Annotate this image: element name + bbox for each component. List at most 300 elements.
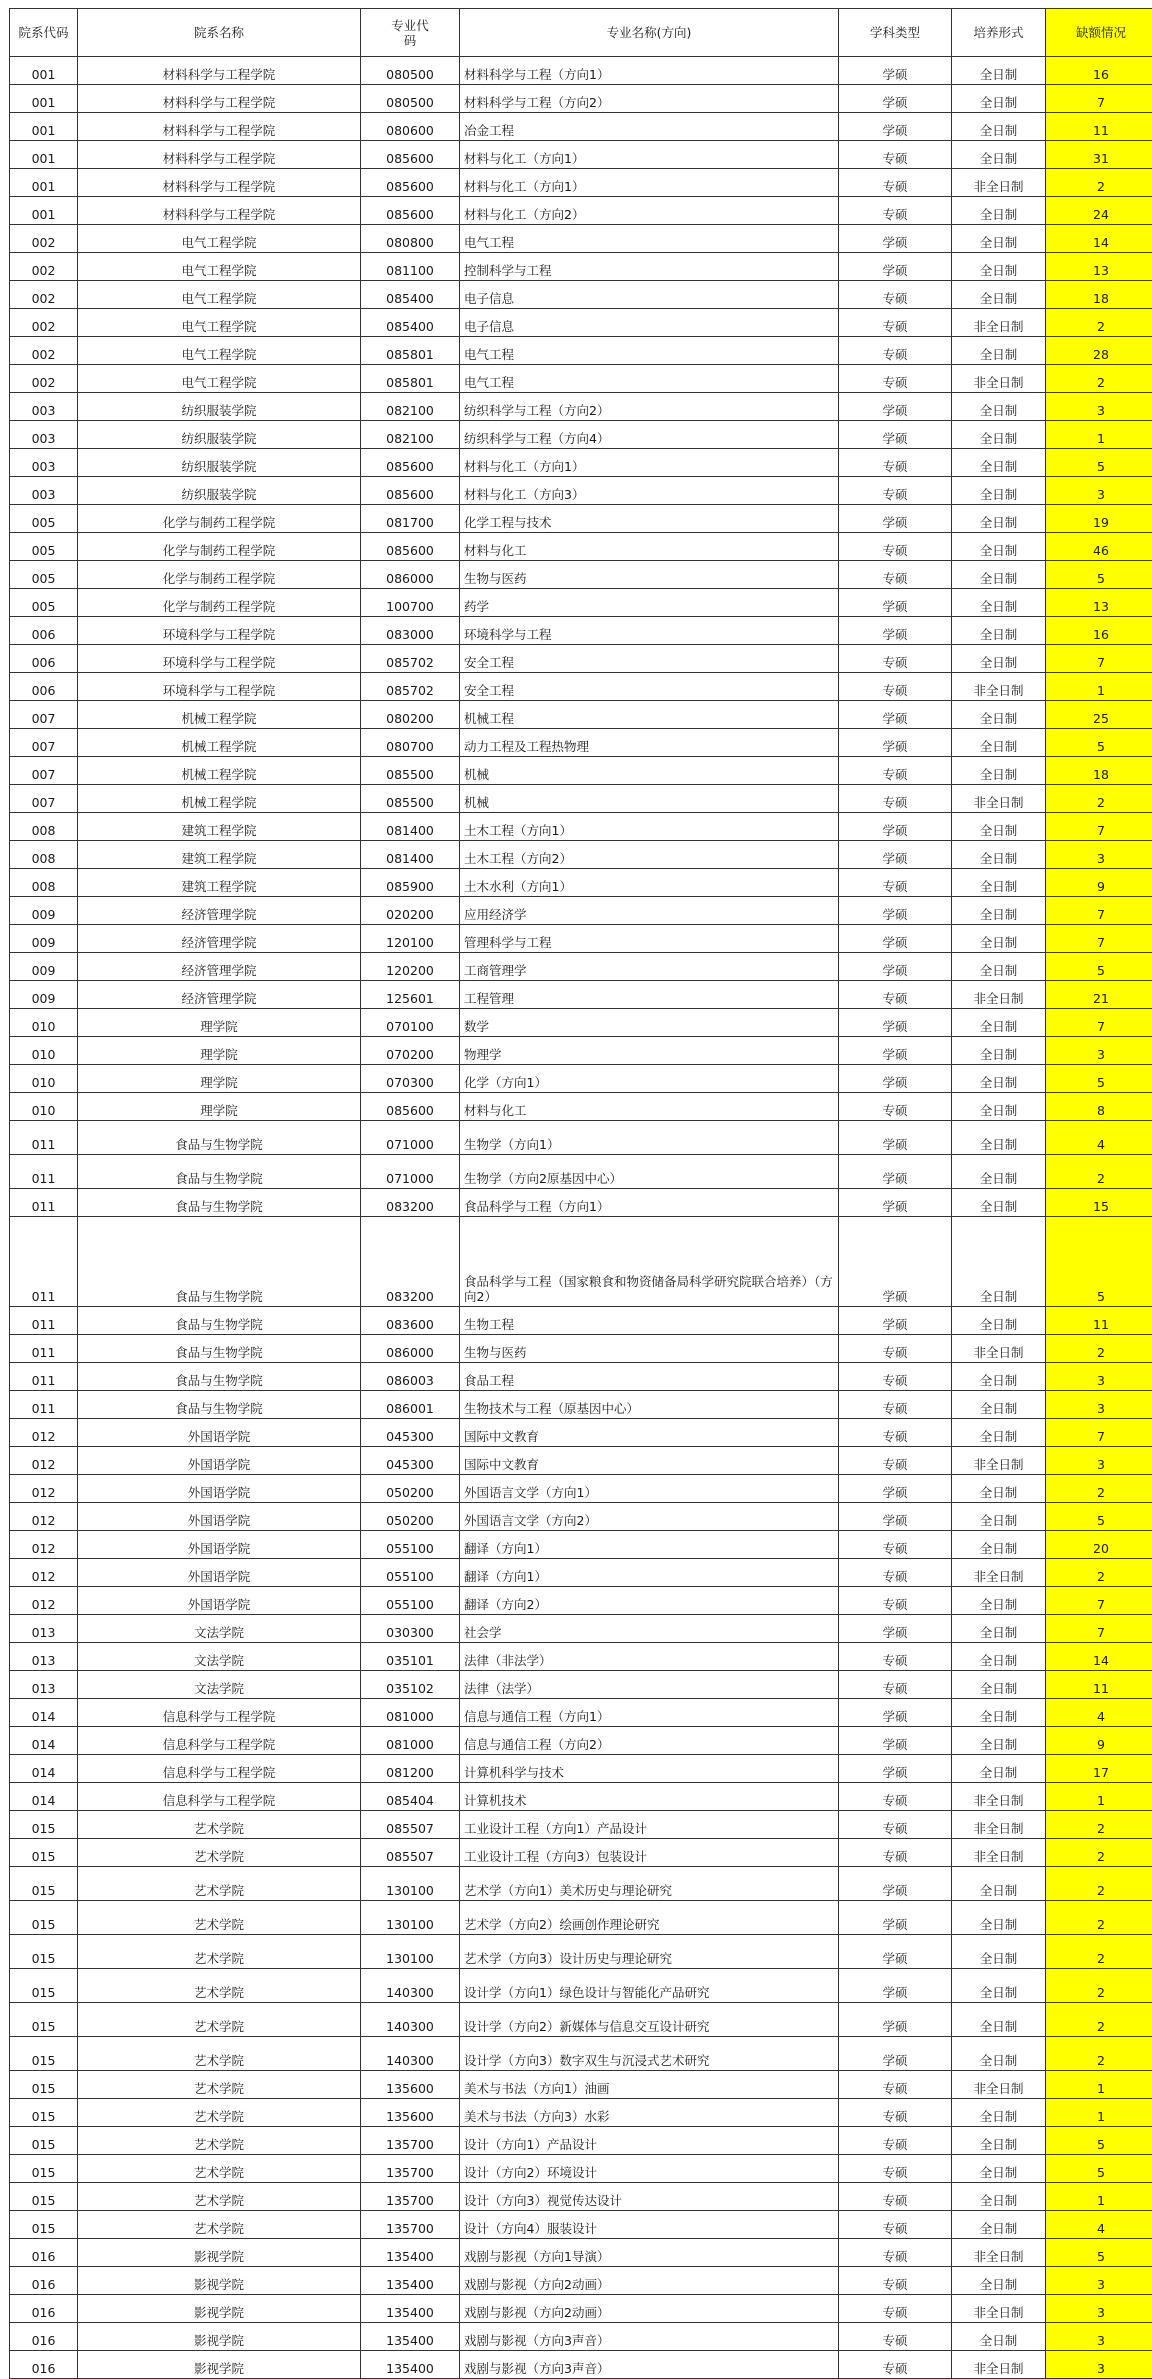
discipline-type-cell: 专硕 — [839, 281, 952, 309]
dept-name-cell: 经济管理学院 — [78, 925, 361, 953]
study-mode-cell: 非全日制 — [952, 2239, 1046, 2267]
shortfall-cell: 5 — [1046, 2127, 1152, 2155]
shortfall-cell: 5 — [1046, 449, 1152, 477]
major-code-cell: 083200 — [361, 1189, 460, 1217]
dept-name-cell: 材料科学与工程学院 — [78, 85, 361, 113]
table-row — [10, 673, 1152, 701]
study-mode-cell: 非全日制 — [952, 365, 1046, 393]
major-code-cell: 135700 — [361, 2211, 460, 2239]
shortfall-cell: 3 — [1046, 2351, 1152, 2379]
discipline-type-cell: 学硕 — [839, 225, 952, 253]
discipline-type-cell: 专硕 — [839, 785, 952, 813]
major-name-cell: 翻译（方向1） — [460, 1531, 839, 1559]
dept-code-cell: 013 — [10, 1615, 78, 1643]
study-mode-cell: 全日制 — [952, 1935, 1046, 1969]
table-row — [10, 1867, 1152, 1901]
major-code-cell: 085900 — [361, 869, 460, 897]
discipline-type-cell: 学硕 — [839, 2037, 952, 2071]
major-code-cell: 035102 — [361, 1671, 460, 1699]
major-name-cell: 翻译（方向1） — [460, 1559, 839, 1587]
shortfall-cell: 11 — [1046, 1307, 1152, 1335]
table-row — [10, 281, 1152, 309]
major-name-cell: 工业设计工程（方向3）包装设计 — [460, 1839, 839, 1867]
dept-name-cell: 经济管理学院 — [78, 953, 361, 981]
major-name-cell: 生物学（方向1） — [460, 1121, 839, 1155]
dept-name-cell: 食品与生物学院 — [78, 1307, 361, 1335]
discipline-type-cell: 专硕 — [839, 645, 952, 673]
dept-name-cell: 外国语学院 — [78, 1531, 361, 1559]
dept-name-cell: 环境科学与工程学院 — [78, 645, 361, 673]
shortfall-cell: 7 — [1046, 1615, 1152, 1643]
table-row — [10, 1363, 1152, 1391]
shortfall-cell: 17 — [1046, 1755, 1152, 1783]
study-mode-cell: 全日制 — [952, 393, 1046, 421]
dept-name-cell: 艺术学院 — [78, 2071, 361, 2099]
study-mode-cell: 非全日制 — [952, 1447, 1046, 1475]
shortfall-cell: 4 — [1046, 2211, 1152, 2239]
major-name-cell: 材料与化工（方向1） — [460, 449, 839, 477]
study-mode-cell: 全日制 — [952, 1755, 1046, 1783]
study-mode-cell: 非全日制 — [952, 1559, 1046, 1587]
dept-code-cell: 005 — [10, 533, 78, 561]
dept-name-cell: 艺术学院 — [78, 2099, 361, 2127]
major-name-cell: 材料与化工（方向2） — [460, 197, 839, 225]
table-row — [10, 2037, 1152, 2071]
major-name-cell: 设计（方向1）产品设计 — [460, 2127, 839, 2155]
major-name-cell: 戏剧与影视（方向2动画） — [460, 2267, 839, 2295]
discipline-type-cell: 学硕 — [839, 1901, 952, 1935]
dept-code-cell: 014 — [10, 1755, 78, 1783]
discipline-type-cell: 学硕 — [839, 1867, 952, 1901]
dept-code-cell: 015 — [10, 1969, 78, 2003]
major-name-cell: 计算机技术 — [460, 1783, 839, 1811]
dept-code-cell: 012 — [10, 1503, 78, 1531]
shortfall-cell: 13 — [1046, 253, 1152, 281]
table-row — [10, 533, 1152, 561]
major-name-cell: 纺织科学与工程（方向2） — [460, 393, 839, 421]
dept-code-cell: 016 — [10, 2239, 78, 2267]
major-name-cell: 材料与化工（方向3） — [460, 477, 839, 505]
dept-name-cell: 食品与生物学院 — [78, 1363, 361, 1391]
discipline-type-cell: 学硕 — [839, 1065, 952, 1093]
dept-code-cell: 001 — [10, 85, 78, 113]
table-row — [10, 1391, 1152, 1419]
table-row — [10, 1531, 1152, 1559]
table-row — [10, 1189, 1152, 1217]
dept-name-cell: 艺术学院 — [78, 2155, 361, 2183]
shortfall-cell: 2 — [1046, 1839, 1152, 1867]
major-name-cell: 艺术学（方向1）美术历史与理论研究 — [460, 1867, 839, 1901]
discipline-type-cell: 学硕 — [839, 1009, 952, 1037]
shortfall-cell: 2 — [1046, 365, 1152, 393]
discipline-type-cell: 专硕 — [839, 1419, 952, 1447]
study-mode-cell: 非全日制 — [952, 1839, 1046, 1867]
major-code-cell: 135700 — [361, 2155, 460, 2183]
table-row — [10, 1037, 1152, 1065]
dept-code-cell: 001 — [10, 197, 78, 225]
major-name-cell: 机械工程 — [460, 701, 839, 729]
dept-code-cell: 001 — [10, 113, 78, 141]
discipline-type-cell: 专硕 — [839, 2239, 952, 2267]
table-row — [10, 1727, 1152, 1755]
dept-name-cell: 电气工程学院 — [78, 309, 361, 337]
dept-code-cell: 010 — [10, 1009, 78, 1037]
major-name-cell: 信息与通信工程（方向2） — [460, 1727, 839, 1755]
shortfall-cell: 2 — [1046, 309, 1152, 337]
dept-name-cell: 艺术学院 — [78, 1935, 361, 1969]
dept-code-cell: 016 — [10, 2267, 78, 2295]
table-row — [10, 1615, 1152, 1643]
major-name-cell: 法律（法学） — [460, 1671, 839, 1699]
major-code-cell: 080700 — [361, 729, 460, 757]
major-name-cell: 生物学（方向2原基因中心） — [460, 1155, 839, 1189]
major-name-cell: 翻译（方向2） — [460, 1587, 839, 1615]
table-row — [10, 477, 1152, 505]
dept-name-cell: 材料科学与工程学院 — [78, 197, 361, 225]
major-name-cell: 社会学 — [460, 1615, 839, 1643]
major-code-cell: 071000 — [361, 1121, 460, 1155]
dept-code-cell: 006 — [10, 617, 78, 645]
dept-name-cell: 理学院 — [78, 1093, 361, 1121]
major-name-cell: 艺术学（方向3）设计历史与理论研究 — [460, 1935, 839, 1969]
major-code-cell: 140300 — [361, 2037, 460, 2071]
shortfall-cell: 15 — [1046, 1189, 1152, 1217]
dept-code-cell: 006 — [10, 645, 78, 673]
major-name-cell: 食品科学与工程（方向1） — [460, 1189, 839, 1217]
shortfall-cell: 7 — [1046, 85, 1152, 113]
shortfall-cell: 3 — [1046, 2323, 1152, 2351]
dept-name-cell: 艺术学院 — [78, 1901, 361, 1935]
major-code-cell: 055100 — [361, 1587, 460, 1615]
dept-code-cell: 002 — [10, 281, 78, 309]
major-code-cell: 085500 — [361, 785, 460, 813]
header-major-name: 专业名称(方向) — [460, 9, 839, 57]
major-name-cell: 管理科学与工程 — [460, 925, 839, 953]
dept-name-cell: 食品与生物学院 — [78, 1155, 361, 1189]
study-mode-cell: 非全日制 — [952, 2295, 1046, 2323]
major-code-cell: 085600 — [361, 477, 460, 505]
discipline-type-cell: 学硕 — [839, 85, 952, 113]
dept-name-cell: 电气工程学院 — [78, 225, 361, 253]
major-code-cell: 100700 — [361, 589, 460, 617]
dept-code-cell: 012 — [10, 1419, 78, 1447]
discipline-type-cell: 专硕 — [839, 869, 952, 897]
table-row — [10, 197, 1152, 225]
major-code-cell: 086000 — [361, 561, 460, 589]
major-name-cell: 工商管理学 — [460, 953, 839, 981]
discipline-type-cell: 学硕 — [839, 841, 952, 869]
major-name-cell: 生物与医药 — [460, 1335, 839, 1363]
dept-name-cell: 艺术学院 — [78, 2003, 361, 2037]
dept-name-cell: 艺术学院 — [78, 2037, 361, 2071]
dept-code-cell: 006 — [10, 673, 78, 701]
dept-code-cell: 007 — [10, 785, 78, 813]
table-row — [10, 2099, 1152, 2127]
dept-code-cell: 007 — [10, 729, 78, 757]
dept-code-cell: 015 — [10, 2155, 78, 2183]
major-name-cell: 法律（非法学） — [460, 1643, 839, 1671]
dept-name-cell: 建筑工程学院 — [78, 841, 361, 869]
study-mode-cell: 全日制 — [952, 141, 1046, 169]
table-row — [10, 365, 1152, 393]
major-name-cell: 食品科学与工程（国家粮食和物资储备局科学研究院联合培养）（方向2） — [460, 1217, 839, 1307]
major-code-cell: 085404 — [361, 1783, 460, 1811]
major-name-cell: 安全工程 — [460, 645, 839, 673]
study-mode-cell: 全日制 — [952, 645, 1046, 673]
dept-code-cell: 015 — [10, 1867, 78, 1901]
dept-name-cell: 材料科学与工程学院 — [78, 141, 361, 169]
table-row — [10, 1755, 1152, 1783]
dept-name-cell: 化学与制药工程学院 — [78, 561, 361, 589]
dept-name-cell: 纺织服装学院 — [78, 449, 361, 477]
study-mode-cell: 全日制 — [952, 57, 1046, 85]
study-mode-cell: 全日制 — [952, 449, 1046, 477]
major-name-cell: 材料科学与工程（方向1） — [460, 57, 839, 85]
major-code-cell: 081200 — [361, 1755, 460, 1783]
shortfall-cell: 7 — [1046, 645, 1152, 673]
study-mode-cell: 全日制 — [952, 897, 1046, 925]
table-row — [10, 1447, 1152, 1475]
discipline-type-cell: 学硕 — [839, 253, 952, 281]
discipline-type-cell: 专硕 — [839, 2071, 952, 2099]
dept-name-cell: 材料科学与工程学院 — [78, 57, 361, 85]
study-mode-cell: 全日制 — [952, 225, 1046, 253]
dept-code-cell: 003 — [10, 477, 78, 505]
shortfall-cell: 16 — [1046, 57, 1152, 85]
major-code-cell: 085702 — [361, 645, 460, 673]
major-name-cell: 控制科学与工程 — [460, 253, 839, 281]
shortfall-cell: 7 — [1046, 1419, 1152, 1447]
study-mode-cell: 全日制 — [952, 757, 1046, 785]
major-code-cell: 082100 — [361, 421, 460, 449]
major-code-cell: 083600 — [361, 1307, 460, 1335]
header-shortfall: 缺额情况 — [1046, 9, 1152, 57]
dept-code-cell: 002 — [10, 365, 78, 393]
dept-name-cell: 外国语学院 — [78, 1419, 361, 1447]
study-mode-cell: 全日制 — [952, 953, 1046, 981]
table-row — [10, 169, 1152, 197]
shortfall-cell: 2 — [1046, 1811, 1152, 1839]
shortfall-cell: 4 — [1046, 1699, 1152, 1727]
discipline-type-cell: 学硕 — [839, 1615, 952, 1643]
study-mode-cell: 全日制 — [952, 1531, 1046, 1559]
shortfall-cell: 1 — [1046, 2183, 1152, 2211]
major-name-cell: 设计（方向2）环境设计 — [460, 2155, 839, 2183]
shortfall-cell: 2 — [1046, 1867, 1152, 1901]
dept-name-cell: 机械工程学院 — [78, 729, 361, 757]
major-code-cell: 140300 — [361, 1969, 460, 2003]
major-code-cell: 081000 — [361, 1727, 460, 1755]
dept-name-cell: 食品与生物学院 — [78, 1217, 361, 1307]
dept-code-cell: 013 — [10, 1643, 78, 1671]
discipline-type-cell: 学硕 — [839, 113, 952, 141]
shortfall-cell: 25 — [1046, 701, 1152, 729]
discipline-type-cell: 专硕 — [839, 1643, 952, 1671]
discipline-type-cell: 学硕 — [839, 393, 952, 421]
table-row — [10, 757, 1152, 785]
dept-name-cell: 经济管理学院 — [78, 897, 361, 925]
major-code-cell: 080500 — [361, 57, 460, 85]
major-code-cell: 085801 — [361, 365, 460, 393]
dept-code-cell: 002 — [10, 337, 78, 365]
shortfall-cell: 8 — [1046, 1093, 1152, 1121]
dept-name-cell: 纺织服装学院 — [78, 421, 361, 449]
major-name-cell: 设计学（方向3）数字双生与沉浸式艺术研究 — [460, 2037, 839, 2071]
discipline-type-cell: 专硕 — [839, 1839, 952, 1867]
study-mode-cell: 全日制 — [952, 337, 1046, 365]
header-major-code: 专业代码 — [361, 9, 460, 57]
shortfall-cell: 13 — [1046, 589, 1152, 617]
dept-name-cell: 信息科学与工程学院 — [78, 1699, 361, 1727]
shortfall-cell: 18 — [1046, 757, 1152, 785]
shortfall-cell: 5 — [1046, 561, 1152, 589]
study-mode-cell: 全日制 — [952, 1587, 1046, 1615]
major-code-cell: 020200 — [361, 897, 460, 925]
dept-code-cell: 015 — [10, 1901, 78, 1935]
shortfall-cell: 24 — [1046, 197, 1152, 225]
table-row — [10, 1009, 1152, 1037]
major-code-cell: 135400 — [361, 2267, 460, 2295]
shortfall-cell: 20 — [1046, 1531, 1152, 1559]
table-row — [10, 337, 1152, 365]
discipline-type-cell: 学硕 — [839, 1503, 952, 1531]
table-row — [10, 309, 1152, 337]
major-name-cell: 美术与书法（方向1）油画 — [460, 2071, 839, 2099]
study-mode-cell: 全日制 — [952, 2037, 1046, 2071]
study-mode-cell: 全日制 — [952, 1037, 1046, 1065]
study-mode-cell: 全日制 — [952, 1727, 1046, 1755]
major-name-cell: 土木工程（方向2） — [460, 841, 839, 869]
dept-name-cell: 信息科学与工程学院 — [78, 1727, 361, 1755]
study-mode-cell: 全日制 — [952, 813, 1046, 841]
dept-name-cell: 环境科学与工程学院 — [78, 673, 361, 701]
study-mode-cell: 全日制 — [952, 2267, 1046, 2295]
discipline-type-cell: 学硕 — [839, 1155, 952, 1189]
major-code-cell: 120200 — [361, 953, 460, 981]
table-row — [10, 2295, 1152, 2323]
shortfall-cell: 5 — [1046, 1503, 1152, 1531]
discipline-type-cell: 专硕 — [839, 673, 952, 701]
table-row — [10, 1335, 1152, 1363]
major-code-cell: 135700 — [361, 2127, 460, 2155]
discipline-type-cell: 专硕 — [839, 1363, 952, 1391]
discipline-type-cell: 专硕 — [839, 1811, 952, 1839]
dept-code-cell: 011 — [10, 1121, 78, 1155]
shortfall-cell: 3 — [1046, 1447, 1152, 1475]
study-mode-cell: 非全日制 — [952, 1811, 1046, 1839]
table-row — [10, 1643, 1152, 1671]
major-code-cell: 081400 — [361, 813, 460, 841]
shortfall-cell: 5 — [1046, 729, 1152, 757]
discipline-type-cell: 专硕 — [839, 1531, 952, 1559]
dept-name-cell: 影视学院 — [78, 2323, 361, 2351]
study-mode-cell: 全日制 — [952, 1671, 1046, 1699]
study-mode-cell: 全日制 — [952, 197, 1046, 225]
major-code-cell: 080600 — [361, 113, 460, 141]
major-code-cell: 086000 — [361, 1335, 460, 1363]
dept-name-cell: 机械工程学院 — [78, 757, 361, 785]
table-row — [10, 1121, 1152, 1155]
discipline-type-cell: 学硕 — [839, 813, 952, 841]
table-row — [10, 57, 1152, 85]
shortfall-cell: 2 — [1046, 1559, 1152, 1587]
major-name-cell: 化学工程与技术 — [460, 505, 839, 533]
study-mode-cell: 全日制 — [952, 533, 1046, 561]
table-row — [10, 393, 1152, 421]
major-name-cell: 食品工程 — [460, 1363, 839, 1391]
study-mode-cell: 全日制 — [952, 925, 1046, 953]
table-row — [10, 897, 1152, 925]
shortfall-cell: 2 — [1046, 1155, 1152, 1189]
discipline-type-cell: 专硕 — [839, 2099, 952, 2127]
table-row — [10, 141, 1152, 169]
table-row — [10, 1811, 1152, 1839]
dept-code-cell: 014 — [10, 1699, 78, 1727]
study-mode-cell: 全日制 — [952, 2211, 1046, 2239]
table-row — [10, 2211, 1152, 2239]
discipline-type-cell: 学硕 — [839, 57, 952, 85]
discipline-type-cell: 专硕 — [839, 1671, 952, 1699]
major-code-cell: 070200 — [361, 1037, 460, 1065]
dept-name-cell: 外国语学院 — [78, 1475, 361, 1503]
major-code-cell: 080800 — [361, 225, 460, 253]
table-row — [10, 925, 1152, 953]
major-code-cell: 135400 — [361, 2323, 460, 2351]
major-code-cell: 050200 — [361, 1475, 460, 1503]
major-code-cell: 070100 — [361, 1009, 460, 1037]
table-row — [10, 2239, 1152, 2267]
shortfall-cell: 3 — [1046, 1037, 1152, 1065]
shortfall-cell: 7 — [1046, 897, 1152, 925]
study-mode-cell: 全日制 — [952, 1189, 1046, 1217]
study-mode-cell: 非全日制 — [952, 2071, 1046, 2099]
dept-code-cell: 012 — [10, 1531, 78, 1559]
dept-code-cell: 001 — [10, 141, 78, 169]
table-row — [10, 2127, 1152, 2155]
study-mode-cell: 全日制 — [952, 1307, 1046, 1335]
dept-code-cell: 011 — [10, 1155, 78, 1189]
major-code-cell: 130100 — [361, 1935, 460, 1969]
discipline-type-cell: 专硕 — [839, 2295, 952, 2323]
major-name-cell: 材料科学与工程（方向2） — [460, 85, 839, 113]
dept-name-cell: 影视学院 — [78, 2295, 361, 2323]
shortfall-cell: 19 — [1046, 505, 1152, 533]
discipline-type-cell: 专硕 — [839, 533, 952, 561]
major-name-cell: 电子信息 — [460, 281, 839, 309]
study-mode-cell: 全日制 — [952, 2323, 1046, 2351]
dept-name-cell: 电气工程学院 — [78, 281, 361, 309]
table-row — [10, 253, 1152, 281]
discipline-type-cell: 学硕 — [839, 953, 952, 981]
discipline-type-cell: 专硕 — [839, 981, 952, 1009]
study-mode-cell: 非全日制 — [952, 785, 1046, 813]
table-row — [10, 505, 1152, 533]
major-name-cell: 外国语言文学（方向2） — [460, 1503, 839, 1531]
dept-name-cell: 材料科学与工程学院 — [78, 113, 361, 141]
study-mode-cell: 非全日制 — [952, 169, 1046, 197]
dept-code-cell: 012 — [10, 1475, 78, 1503]
study-mode-cell: 全日制 — [952, 1391, 1046, 1419]
dept-code-cell: 005 — [10, 561, 78, 589]
discipline-type-cell: 专硕 — [839, 1559, 952, 1587]
dept-name-cell: 艺术学院 — [78, 2127, 361, 2155]
major-name-cell: 化学（方向1） — [460, 1065, 839, 1093]
study-mode-cell: 全日制 — [952, 85, 1046, 113]
major-name-cell: 材料与化工（方向1） — [460, 141, 839, 169]
dept-code-cell: 014 — [10, 1783, 78, 1811]
shortfall-cell: 1 — [1046, 1783, 1152, 1811]
dept-name-cell: 理学院 — [78, 1009, 361, 1037]
